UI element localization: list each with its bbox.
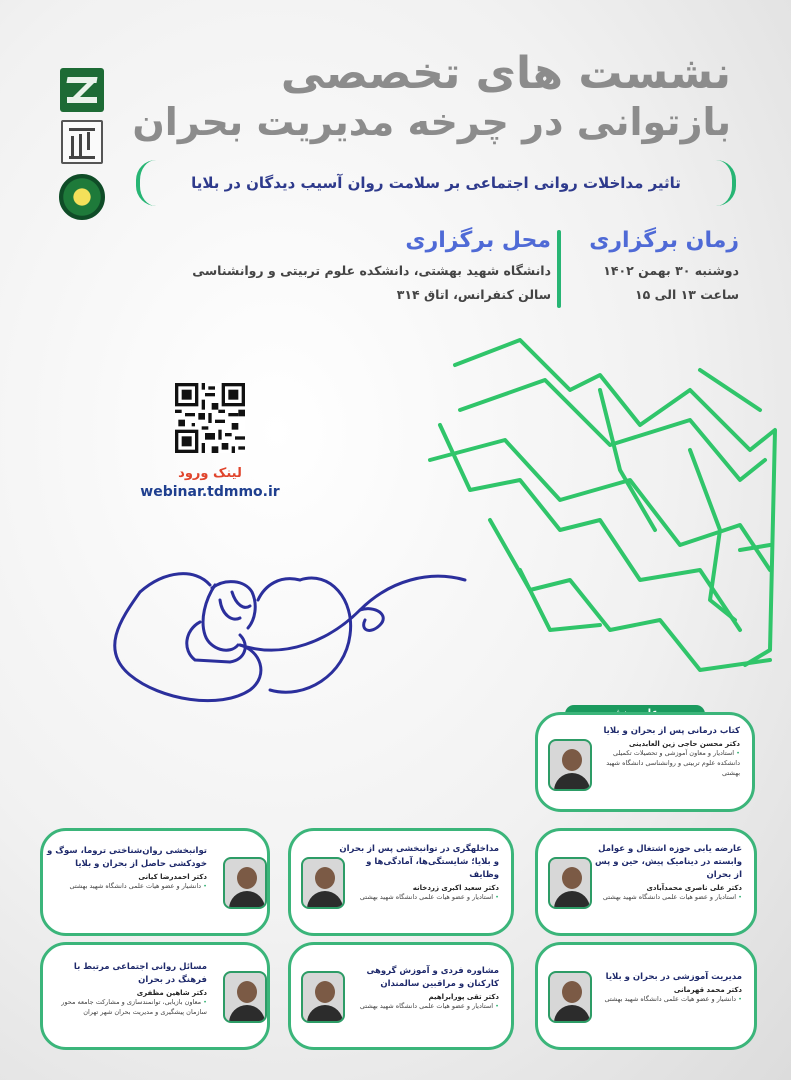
speaker-name: دکتر محسن حاجی زین العابدینی [628,740,740,748]
time-heading: زمان برگزاری [589,228,739,253]
venue-line1: دانشگاه شهید بهشتی، دانشکده علوم تربیتی و روانشناسی [192,263,551,278]
illustration [0,330,791,710]
speaker-desc: • دانشیار و عضو هیات علمی دانشگاه شهید بهشتی [588,994,742,1004]
event-date: دوشنبه ۳۰ بهمن ۱۴۰۲ [603,263,739,278]
speaker-name: دکتر محمد قهرمانی [673,986,742,994]
speaker-topic: مشاوره فردی و آموزش گروهی کارکنان و مراقبین سالمندان [366,966,499,989]
speaker-topic: مدیریت آموزشی در بحران و بلایا [605,972,742,982]
speaker-card [40,828,270,936]
event-hours: ساعت ۱۳ الی ۱۵ [635,287,739,302]
speaker-topic: مسائل روانی اجتماعی مرتبط با فرهنگ در بحران [73,962,207,985]
speaker-card [535,942,757,1050]
organization-logo-icon [60,68,104,112]
speaker-card [288,942,514,1050]
speaker-topic: مداخلهگری در توانبخشی پس از بحران و بلایا؛ شایستگی‌ها، آمادگی‌ها و وظایف [339,844,499,880]
collapsed-buildings-illustration [430,340,775,670]
link-label: لینک ورود [178,466,242,481]
logo-column [52,68,112,220]
session-subtitle: تاثیر مداخلات روانی اجتماعی بر سلامت روان آسیب دیدگان در بلایا [136,160,736,206]
speaker-name: دکتر شاهین مظفری [136,989,207,997]
speaker-name: دکتر سعید اکبری زردخانه [412,884,499,892]
speaker-desc: • استادیار و عضو هیات علمی دانشگاه شهید بهشتی [339,1001,499,1011]
speaker-card [40,942,270,1050]
venue-block [191,228,551,307]
page-title-line1: نشست های تخصصی [280,48,731,99]
page-title-line2: بازتوانی در چرخه مدیریت بحران [132,100,731,144]
speaker-card [288,828,514,936]
speaker-topic: عارضه یابی حوزه اشتغال و عوامل وابسته در دینامیک پیش، حین و پس از بحران [595,844,742,880]
speaker-photo [223,857,267,909]
speaker-photo [548,857,592,909]
speaker-name: دکتر تقی پورابراهیم [428,993,499,1001]
speaker-card-secretary [535,712,755,812]
speaker-name: دکتر علی ناصری محمدآبادی [646,884,742,892]
speaker-photo [548,971,592,1023]
speaker-photo [548,739,592,791]
speaker-photo [223,971,267,1023]
university-calligraphy-logo-icon [61,120,103,164]
speaker-topic: توانبخشی روان‌شناختی تروما، سوگ و خودکشی حاصل از بحران و بلایا [47,846,207,869]
speaker-card [535,828,757,936]
webinar-link[interactable]: webinar.tdmmo.ir [140,484,280,500]
crisis-management-seal-icon [59,174,105,220]
venue-line2: سالن کنفرانس، اتاق ۳۱۴ [396,287,551,302]
speaker-name: دکتر احمدرضا کیانی [138,873,207,881]
time-block [561,228,739,307]
speaker-desc: • استادیار و عضو هیات علمی دانشگاه شهید بهشتی [588,892,742,902]
speaker-desc: • استادیار و معاون آموزشی و تحصیلات تکمیلی دانشکده علوم تربیتی و روانشناسی دانشگاه شهید بهشتی [590,748,740,778]
hands-embracing-person-illustration [115,574,465,701]
info-divider [557,230,561,308]
speaker-desc: • استادیار و عضو هیات علمی دانشگاه شهید بهشتی [339,892,499,902]
speaker-desc: • دانشیار و عضو هیات علمی دانشگاه شهید بهشتی [47,881,207,891]
speaker-desc: • معاون بازیابی، توانمندسازی و مشارکت جامعه محور سازمان پیشگیری و مدیریت بحران شهر تهران [47,997,207,1017]
speaker-topic: کتاب درمانی پس از بحران و بلایا [603,726,740,736]
venue-heading: محل برگزاری [405,228,551,253]
qr-code-icon[interactable] [175,383,245,453]
